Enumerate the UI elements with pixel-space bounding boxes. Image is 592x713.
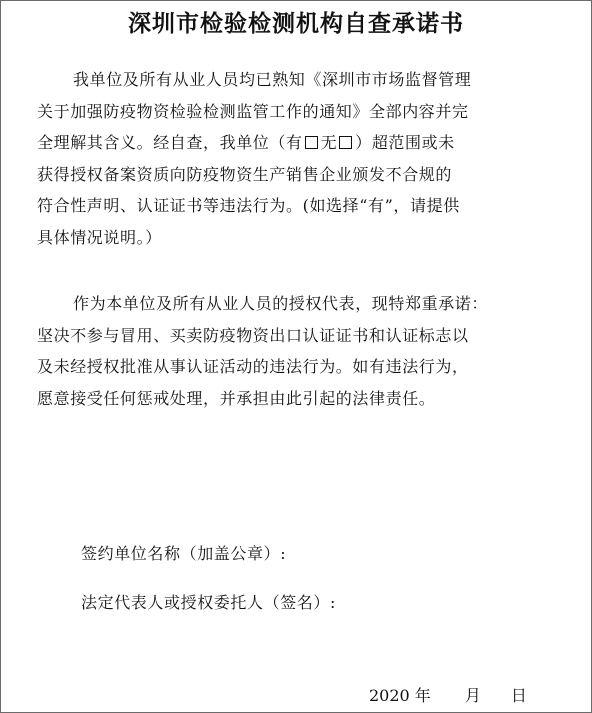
date-year: 2020 年 bbox=[369, 686, 431, 705]
paragraph1-line5: 符合性声明、认证证书等违法行为。(如选择“有”，请提供 bbox=[37, 196, 460, 216]
checkbox-yes[interactable] bbox=[305, 136, 318, 149]
paragraph1-line3 bbox=[37, 127, 553, 159]
signing-unit-label: 签约单位名称（加盖公章）: bbox=[81, 544, 287, 563]
paragraph1-line4: 获得授权备案资质向防疫物资生产销售企业颁发不合规的 bbox=[37, 164, 453, 184]
paragraph-self-inspection bbox=[37, 64, 553, 254]
representative-signature-label: 法定代表人或授权委托人（签名）: bbox=[81, 593, 336, 612]
paragraph1-line1: 我单位及所有从业人员均已熟知《深圳市市场监督管理 bbox=[73, 70, 472, 89]
paragraph-commitment bbox=[37, 288, 553, 414]
paragraph1-line3-before: 全理解其含义。经自查，我单位（有 bbox=[37, 133, 303, 153]
date-day: 日 bbox=[510, 686, 527, 705]
date-line bbox=[369, 684, 527, 708]
paragraph2-line1: 作为本单位及所有从业人员的授权代表，现特郑重承诺： bbox=[73, 294, 489, 313]
checkbox-no[interactable] bbox=[339, 136, 352, 149]
paragraph2-line4: 愿意接受任何惩戒处理，并承担由此引起的法律责任。 bbox=[37, 388, 436, 408]
paragraph1-line2: 关于加强防疫物资检验检测监管工作的通知》全部内容并完 bbox=[37, 101, 469, 121]
paragraph1-line3-after: ）超范围或未 bbox=[355, 133, 455, 153]
paragraph2-line3: 及未经授权批准从事认证活动的违法行为。如有违法行为， bbox=[37, 357, 469, 377]
paragraph1-line6: 具体情况说明。） bbox=[37, 227, 162, 247]
date-month: 月 bbox=[464, 686, 481, 705]
paragraph1-line3-middle: 无 bbox=[320, 133, 338, 153]
document-title: 深圳市检验检测机构自查承诺书 bbox=[128, 10, 464, 37]
paragraph2-line2: 坚决不参与冒用、买卖防疫物资出口认证证书和认证标志以 bbox=[37, 325, 469, 345]
